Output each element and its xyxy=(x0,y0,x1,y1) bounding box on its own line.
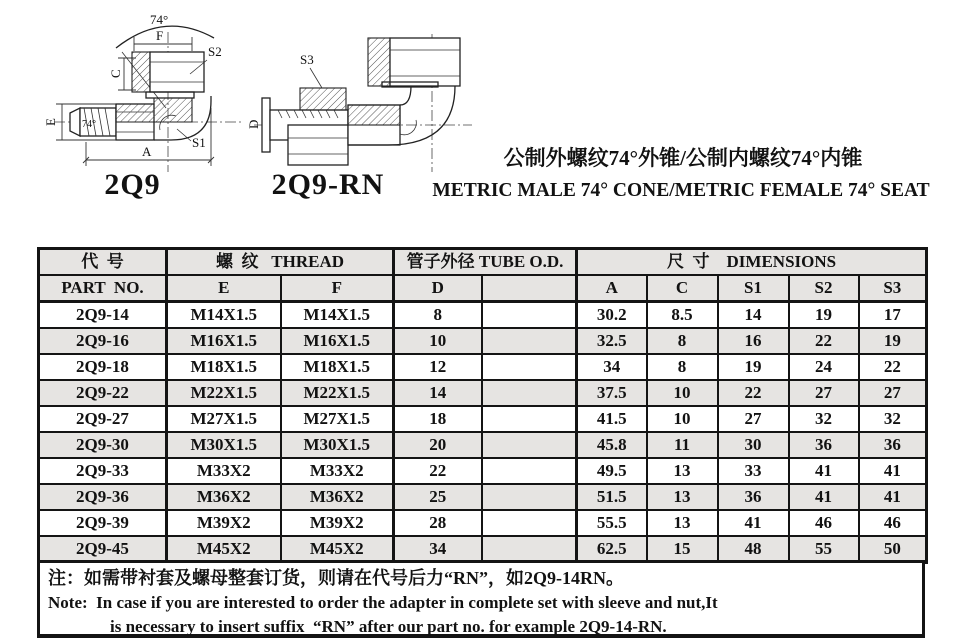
table-cell: 46 xyxy=(789,510,859,536)
table-cell: 2Q9-14 xyxy=(39,302,167,329)
table-cell: 8 xyxy=(647,354,718,380)
s3-leader xyxy=(310,68,322,88)
captive-nut-hex xyxy=(288,125,348,165)
table-cell xyxy=(482,302,577,329)
table-cell: 41 xyxy=(859,458,927,484)
table-cell: 32 xyxy=(789,406,859,432)
table-cell: 13 xyxy=(647,510,718,536)
table-row xyxy=(39,536,927,563)
table-cell: 50 xyxy=(859,536,927,563)
table-cell: M27X1.5 xyxy=(167,406,281,432)
table-cell: 18 xyxy=(394,406,482,432)
table-cell: 51.5 xyxy=(577,484,647,510)
column-header-s1: S1 xyxy=(718,275,789,302)
table-cell xyxy=(482,354,577,380)
spec-table xyxy=(37,247,928,564)
table-row xyxy=(39,510,927,536)
table-cell: M45X2 xyxy=(281,536,394,563)
s2-label: S2 xyxy=(208,44,222,59)
table-cell: 10 xyxy=(647,380,718,406)
column-header-e: E xyxy=(167,275,281,302)
table-cell: 13 xyxy=(647,458,718,484)
angle-top-label: 74° xyxy=(150,12,169,27)
male-cone-tip xyxy=(70,108,80,136)
table-cell: 2Q9-22 xyxy=(39,380,167,406)
table-cell: M14X1.5 xyxy=(281,302,394,329)
column-header-s2: S2 xyxy=(789,275,859,302)
table-cell: M33X2 xyxy=(167,458,281,484)
table-cell: 33 xyxy=(718,458,789,484)
table-row xyxy=(39,302,927,329)
note-line-chinese: 注：如需带衬套及螺母整套订货，则请在代号后力“RN”，如2Q9-14RN。 xyxy=(48,568,624,588)
table-cell: 36 xyxy=(789,432,859,458)
table-cell: M45X2 xyxy=(167,536,281,563)
table-cell: M30X1.5 xyxy=(281,432,394,458)
table-cell: 15 xyxy=(647,536,718,563)
table-cell: 30.2 xyxy=(577,302,647,329)
table-body xyxy=(39,302,927,563)
page-title-english: METRIC MALE 74° CONE/METRIC FEMALE 74° SEAT xyxy=(432,180,930,201)
table-cell: 2Q9-16 xyxy=(39,328,167,354)
c-dim-label: C xyxy=(108,69,123,78)
e-dim-label: E xyxy=(43,118,58,126)
table-cell: 8.5 xyxy=(647,302,718,329)
table-row xyxy=(39,406,927,432)
note-line-english-1: Note: In case if you are interested to order the adapter in complete set with sleeve and nut,It xyxy=(48,593,718,612)
nut-collar xyxy=(146,92,194,98)
d-dim-label: D xyxy=(246,119,261,129)
header-group-dimensions: 尺 寸 DIMENSIONS xyxy=(577,249,927,276)
body-section-hatch xyxy=(116,98,192,122)
table-cell: 36 xyxy=(859,432,927,458)
table-cell xyxy=(482,536,577,563)
a-dim-label: A xyxy=(142,144,152,159)
table-cell: 11 xyxy=(647,432,718,458)
table-cell: 10 xyxy=(394,328,482,354)
table-cell: 22 xyxy=(859,354,927,380)
table-cell xyxy=(482,458,577,484)
table-cell: 32.5 xyxy=(577,328,647,354)
table-header-row-columns xyxy=(39,275,927,302)
s3-label: S3 xyxy=(300,52,314,67)
table-cell: M27X1.5 xyxy=(281,406,394,432)
table-cell: 41 xyxy=(859,484,927,510)
table-cell: 37.5 xyxy=(577,380,647,406)
drawing-caption-2q9: 2Q9 xyxy=(104,168,161,201)
elbow-bore-arc xyxy=(400,120,416,135)
table-cell: 34 xyxy=(577,354,647,380)
table-cell: 27 xyxy=(718,406,789,432)
note-line-english-2: is necessary to insert suffix “RN” after our part no. for example 2Q9-14-RN. xyxy=(110,617,667,636)
nut-section-hatch xyxy=(132,52,150,92)
f-dim-label: F xyxy=(156,28,164,43)
table-cell: 22 xyxy=(789,328,859,354)
table-cell: 41 xyxy=(789,458,859,484)
table-row xyxy=(39,380,927,406)
table-cell: 41 xyxy=(789,484,859,510)
table-header-row-groups xyxy=(39,249,927,276)
body-section-hatch xyxy=(348,105,400,125)
table-cell: 55 xyxy=(789,536,859,563)
table-cell: 49.5 xyxy=(577,458,647,484)
table-cell: M22X1.5 xyxy=(167,380,281,406)
table-cell: 2Q9-30 xyxy=(39,432,167,458)
table-cell: M18X1.5 xyxy=(281,354,394,380)
column-header-d: D xyxy=(394,275,482,302)
table-cell: 27 xyxy=(789,380,859,406)
table-cell: 41 xyxy=(718,510,789,536)
drawing-2q9 xyxy=(40,4,250,176)
table-cell: M39X2 xyxy=(281,510,394,536)
table-cell: 46 xyxy=(859,510,927,536)
table-cell: 32 xyxy=(859,406,927,432)
table-cell: 8 xyxy=(647,328,718,354)
table-cell xyxy=(482,432,577,458)
table-cell: M14X1.5 xyxy=(167,302,281,329)
table-cell: M30X1.5 xyxy=(167,432,281,458)
table-cell: 41.5 xyxy=(577,406,647,432)
table-cell: M39X2 xyxy=(167,510,281,536)
s1-label: S1 xyxy=(192,135,206,150)
header-group-part-no: 代 号 xyxy=(39,249,167,276)
table-cell: 45.8 xyxy=(577,432,647,458)
table-cell: 19 xyxy=(718,354,789,380)
table-cell: 2Q9-18 xyxy=(39,354,167,380)
table-cell: 25 xyxy=(394,484,482,510)
drawing-2q9-rn xyxy=(248,26,478,176)
table-cell: 19 xyxy=(789,302,859,329)
header-group-thread: 螺 纹 THREAD xyxy=(167,249,394,276)
table-cell xyxy=(482,328,577,354)
page-title-chinese: 公制外螺纹74°外锥/公制内螺纹74°内锥 xyxy=(503,146,863,170)
column-header-part-no: PART NO. xyxy=(39,275,167,302)
table-cell: 24 xyxy=(789,354,859,380)
nut-hex xyxy=(390,38,460,86)
table-row xyxy=(39,458,927,484)
tube-flange xyxy=(262,98,270,152)
table-cell: 48 xyxy=(718,536,789,563)
table-cell: 30 xyxy=(718,432,789,458)
column-header-s3: S3 xyxy=(859,275,927,302)
table-cell: 36 xyxy=(718,484,789,510)
table-cell: 2Q9-36 xyxy=(39,484,167,510)
table-cell: M16X1.5 xyxy=(167,328,281,354)
table-cell: 62.5 xyxy=(577,536,647,563)
table-cell: 17 xyxy=(859,302,927,329)
note-box xyxy=(37,560,925,638)
table-row xyxy=(39,432,927,458)
table-head xyxy=(39,249,927,302)
table-cell: 28 xyxy=(394,510,482,536)
table-cell xyxy=(482,406,577,432)
table-cell: 34 xyxy=(394,536,482,563)
column-header-blank xyxy=(482,275,577,302)
drawing-caption-2q9-rn: 2Q9-RN xyxy=(271,168,385,201)
table-cell: 20 xyxy=(394,432,482,458)
table-cell: 2Q9-33 xyxy=(39,458,167,484)
table-cell xyxy=(482,484,577,510)
elbow-inner xyxy=(400,86,411,105)
table-cell: M22X1.5 xyxy=(281,380,394,406)
table-cell: 8 xyxy=(394,302,482,329)
table-cell: 19 xyxy=(859,328,927,354)
table-cell: M36X2 xyxy=(167,484,281,510)
table-cell: 12 xyxy=(394,354,482,380)
table-cell: 22 xyxy=(394,458,482,484)
table-cell: 10 xyxy=(647,406,718,432)
cone-angle-arc xyxy=(116,26,214,48)
column-header-a: A xyxy=(577,275,647,302)
table-cell: 13 xyxy=(647,484,718,510)
table-cell: M33X2 xyxy=(281,458,394,484)
table-cell xyxy=(482,510,577,536)
sleeve-nut-hatch xyxy=(300,88,346,110)
table-cell: 22 xyxy=(718,380,789,406)
table-cell: 16 xyxy=(718,328,789,354)
table-cell xyxy=(482,380,577,406)
nut-hex xyxy=(150,52,204,92)
table-cell: 27 xyxy=(859,380,927,406)
table-cell: M36X2 xyxy=(281,484,394,510)
column-header-c: C xyxy=(647,275,718,302)
header-group-tube-od: 管子外径 TUBE O.D. xyxy=(394,249,577,276)
column-header-f: F xyxy=(281,275,394,302)
table-cell: 14 xyxy=(394,380,482,406)
table-row xyxy=(39,328,927,354)
table-cell: M16X1.5 xyxy=(281,328,394,354)
angle-cone-label: 74° xyxy=(82,119,96,130)
table-row xyxy=(39,354,927,380)
table-cell: 2Q9-39 xyxy=(39,510,167,536)
table-cell: M18X1.5 xyxy=(167,354,281,380)
table-cell: 2Q9-27 xyxy=(39,406,167,432)
table-cell: 2Q9-45 xyxy=(39,536,167,563)
nut-section-hatch xyxy=(368,38,390,86)
table-cell: 55.5 xyxy=(577,510,647,536)
table-row xyxy=(39,484,927,510)
table-cell: 14 xyxy=(718,302,789,329)
